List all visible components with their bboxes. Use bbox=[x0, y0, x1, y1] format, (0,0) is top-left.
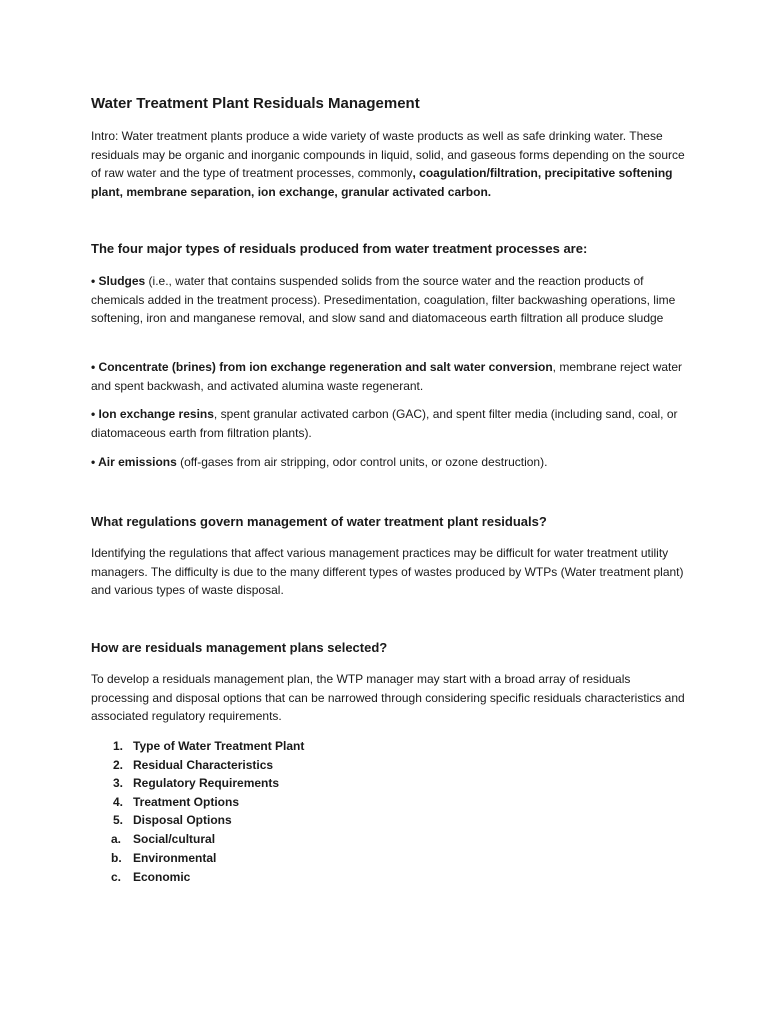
sublist-letter: a. bbox=[111, 831, 122, 846]
bullet-sludges bbox=[91, 272, 691, 328]
list-item bbox=[91, 774, 304, 793]
intro-text-bold: , coagulation/filtration, precipitative softening plant, membrane separation, ion exchange, granular activated carbon. bbox=[91, 166, 673, 199]
list-number: 4. bbox=[113, 794, 124, 809]
list-label: Type of Water Treatment Plant bbox=[133, 739, 305, 753]
list-item bbox=[91, 811, 304, 830]
list-number: 1. bbox=[113, 739, 124, 753]
intro-text: Intro: Water treatment plants produce a wide variety of waste products as well as safe drinking water. These residuals may be organic and inorganic compounds in liquid, solid, and gaseous forms depending on the source of raw water and the type of treatment processes, commonly bbox=[91, 129, 685, 180]
bullet-text: , spent granular activated carbon (GAC), and spent filter media (including sand, coal, or diatomaceous earth from filtration plants). bbox=[91, 407, 678, 440]
bullet-text: (off-gases from air stripping, odor control units, or ozone destruction). bbox=[176, 455, 548, 469]
list-label: Treatment Options bbox=[133, 794, 240, 809]
list-number: 5. bbox=[113, 813, 124, 828]
list-number: 2. bbox=[113, 757, 124, 772]
sublist-letter: c. bbox=[111, 870, 122, 885]
bullet-concentrate bbox=[91, 358, 691, 395]
sublist-item bbox=[111, 830, 304, 849]
list-label: Regulatory Requirements bbox=[133, 776, 280, 791]
list-label: Residual Characteristics bbox=[133, 757, 274, 772]
bullet-ion-exchange bbox=[91, 405, 691, 442]
intro-paragraph bbox=[91, 127, 691, 201]
section-heading-plans: How are residuals management plans selected? bbox=[91, 640, 388, 655]
section-heading-regulations: What regulations govern management of water treatment plant residuals? bbox=[91, 514, 547, 529]
document-title: Water Treatment Plant Residuals Management bbox=[91, 95, 420, 112]
plan-steps-list bbox=[91, 737, 304, 888]
bullet-label: • Concentrate (brines) from ion exchange regeneration and salt water conversion bbox=[91, 360, 553, 374]
bullet-text: , membrane reject water and spent backwash, and activated alumina waste regenerant. bbox=[91, 360, 683, 393]
sublist-item bbox=[111, 868, 304, 887]
regulations-paragraph: Identifying the regulations that affect various management practices may be difficult for water treatment utility managers. The difficulty is due to the many different types of wastes produced by WTPs (Water treatment plant) and various types of waste disposal. bbox=[91, 546, 684, 597]
disposal-options-sublist bbox=[111, 830, 304, 888]
list-item bbox=[91, 737, 304, 756]
section-heading-residual-types: The four major types of residuals produced from water treatment processes are: bbox=[91, 241, 588, 256]
list-item bbox=[91, 756, 304, 775]
bullet-label: • Ion exchange resins bbox=[91, 407, 214, 421]
bullet-label: • Sludges bbox=[91, 274, 146, 288]
list-item bbox=[91, 793, 304, 812]
list-label: Disposal Options bbox=[133, 813, 232, 828]
bullet-air-emissions bbox=[91, 453, 691, 472]
list-number: 3. bbox=[113, 776, 124, 791]
sublist-item bbox=[111, 849, 304, 868]
sublist-label: Economic bbox=[133, 870, 191, 885]
sublist-label: Environmental bbox=[133, 851, 217, 866]
sublist-letter: b. bbox=[111, 851, 122, 866]
bullet-label: • Air emissions bbox=[91, 455, 177, 469]
plans-paragraph: To develop a residuals management plan, the WTP manager may start with a broad array of residuals processing and disposal options that can be narrowed through considering specific residuals characteristics and associated regulatory requirements. bbox=[91, 672, 685, 723]
sublist-label: Social/cultural bbox=[133, 831, 216, 846]
bullet-text: (i.e., water that contains suspended solids from the source water and the reaction products of chemicals added in the treatment process). Presedimentation, coagulation, filter backwashing operations, lime softening, iron and manganese removal, and slow sand and diatomaceous earth filtration all produce sludge bbox=[91, 274, 676, 325]
sublist-container bbox=[91, 830, 304, 888]
